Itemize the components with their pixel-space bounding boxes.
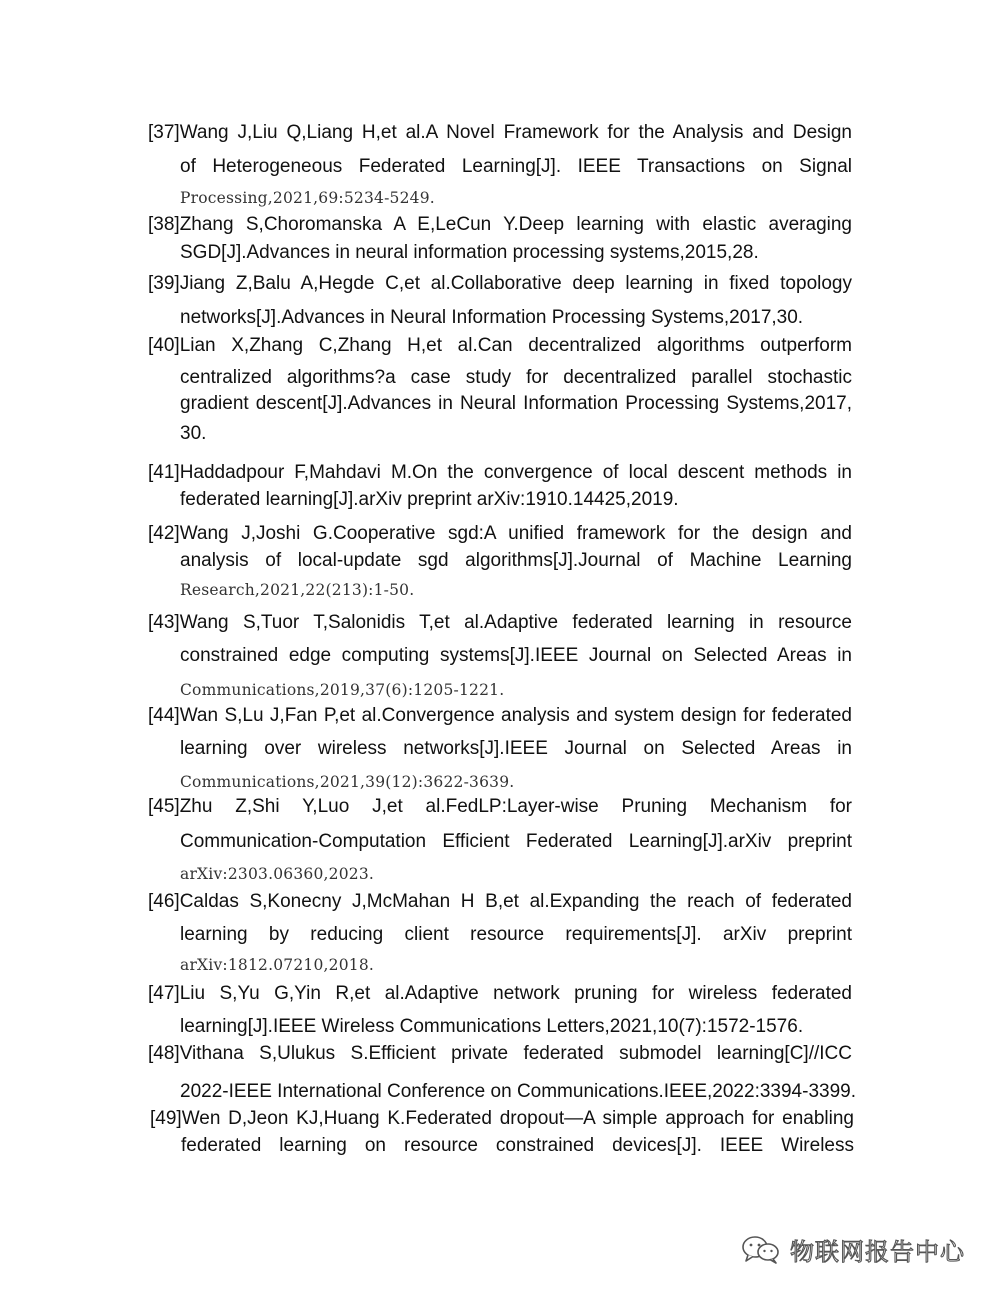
ref-46-line-2: learning by reducing client resource requirements[J]. arXiv preprint — [180, 924, 852, 945]
ref-42-line-3: Research,2021,22(213):1-50. — [180, 581, 415, 599]
ref-44-line-2: learning over wireless networks[J].IEEE Journal on Selected Areas in — [180, 738, 852, 759]
ref-40-line-4: 30. — [180, 423, 207, 444]
ref-44-line-1: [44]Wan S,Lu J,Fan P,et al.Convergence analysis and system design for federated — [148, 705, 852, 726]
ref-46-line-3: arXiv:1812.07210,2018. — [180, 956, 375, 974]
ref-48-line-2: 2022-IEEE International Conference on Communications.IEEE,2022:3394-3399. — [180, 1081, 856, 1102]
ref-41-line-2: federated learning[J].arXiv preprint arXiv:1910.14425,2019. — [180, 489, 679, 510]
ref-49-line-1: [49]Wen D,Jeon KJ,Huang K.Federated dropout—A simple approach for enabling — [150, 1108, 854, 1129]
ref-40-line-3: gradient descent[J].Advances in Neural Information Processing Systems,2017, — [180, 393, 852, 414]
ref-49-line-2: federated learning on resource constrained devices[J]. IEEE Wireless — [181, 1135, 854, 1156]
ref-38-line-1: [38]Zhang S,Choromanska A E,LeCun Y.Deep learning with elastic averaging — [148, 214, 852, 235]
ref-41-line-1: [41]Haddadpour F,Mahdavi M.On the convergence of local descent methods in — [148, 462, 852, 483]
ref-42-line-1: [42]Wang J,Joshi G.Cooperative sgd:A unified framework for the design and — [148, 523, 852, 544]
ref-37-line-2: of Heterogeneous Federated Learning[J]. IEEE Transactions on Signal — [180, 156, 852, 177]
ref-37-line-1: [37]Wang J,Liu Q,Liang H,et al.A Novel Framework for the Analysis and Design — [148, 122, 852, 143]
ref-40-line-1: [40]Lian X,Zhang C,Zhang H,et al.Can decentralized algorithms outperform — [148, 335, 852, 356]
ref-40-line-2: centralized algorithms?a case study for decentralized parallel stochastic — [180, 367, 852, 388]
ref-39-line-1: [39]Jiang Z,Balu A,Hegde C,et al.Collaborative deep learning in fixed topology — [148, 273, 852, 294]
ref-46-line-1: [46]Caldas S,Konecny J,McMahan H B,et al.Expanding the reach of federated — [148, 891, 852, 912]
ref-39-line-2: networks[J].Advances in Neural Information Processing Systems,2017,30. — [180, 307, 804, 328]
ref-38-line-2: SGD[J].Advances in neural information processing systems,2015,28. — [180, 242, 759, 263]
ref-43-line-2: constrained edge computing systems[J].IEEE Journal on Selected Areas in — [180, 645, 852, 666]
ref-45-line-3: arXiv:2303.06360,2023. — [180, 865, 375, 883]
ref-42-line-2: analysis of local-update sgd algorithms[J].Journal of Machine Learning — [180, 550, 852, 571]
watermark — [740, 1232, 965, 1266]
ref-45-line-2: Communication-Computation Efficient Federated Learning[J].arXiv preprint — [180, 831, 852, 852]
ref-43-line-3: Communications,2019,37(6):1205-1221. — [180, 681, 505, 699]
ref-45-line-1: [45]Zhu Z,Shi Y,Luo J,et al.FedLP:Layer-wise Pruning Mechanism for — [148, 796, 852, 817]
ref-47-line-2: learning[J].IEEE Wireless Communications Letters,2021,10(7):1572-1576. — [180, 1016, 804, 1037]
ref-44-line-3: Communications,2021,39(12):3622-3639. — [180, 773, 515, 791]
ref-47-line-1: [47]Liu S,Yu G,Yin R,et al.Adaptive network pruning for wireless federated — [148, 983, 852, 1004]
ref-48-line-1: [48]Vithana S,Ulukus S.Efficient private federated submodel learning[C]//ICC — [148, 1043, 852, 1064]
watermark-text: 物联网报告中心 — [790, 1237, 965, 1266]
wechat-icon — [740, 1234, 782, 1264]
ref-37-line-3: Processing,2021,69:5234-5249. — [180, 189, 435, 207]
ref-43-line-1: [43]Wang S,Tuor T,Salonidis T,et al.Adaptive federated learning in resource — [148, 612, 852, 633]
